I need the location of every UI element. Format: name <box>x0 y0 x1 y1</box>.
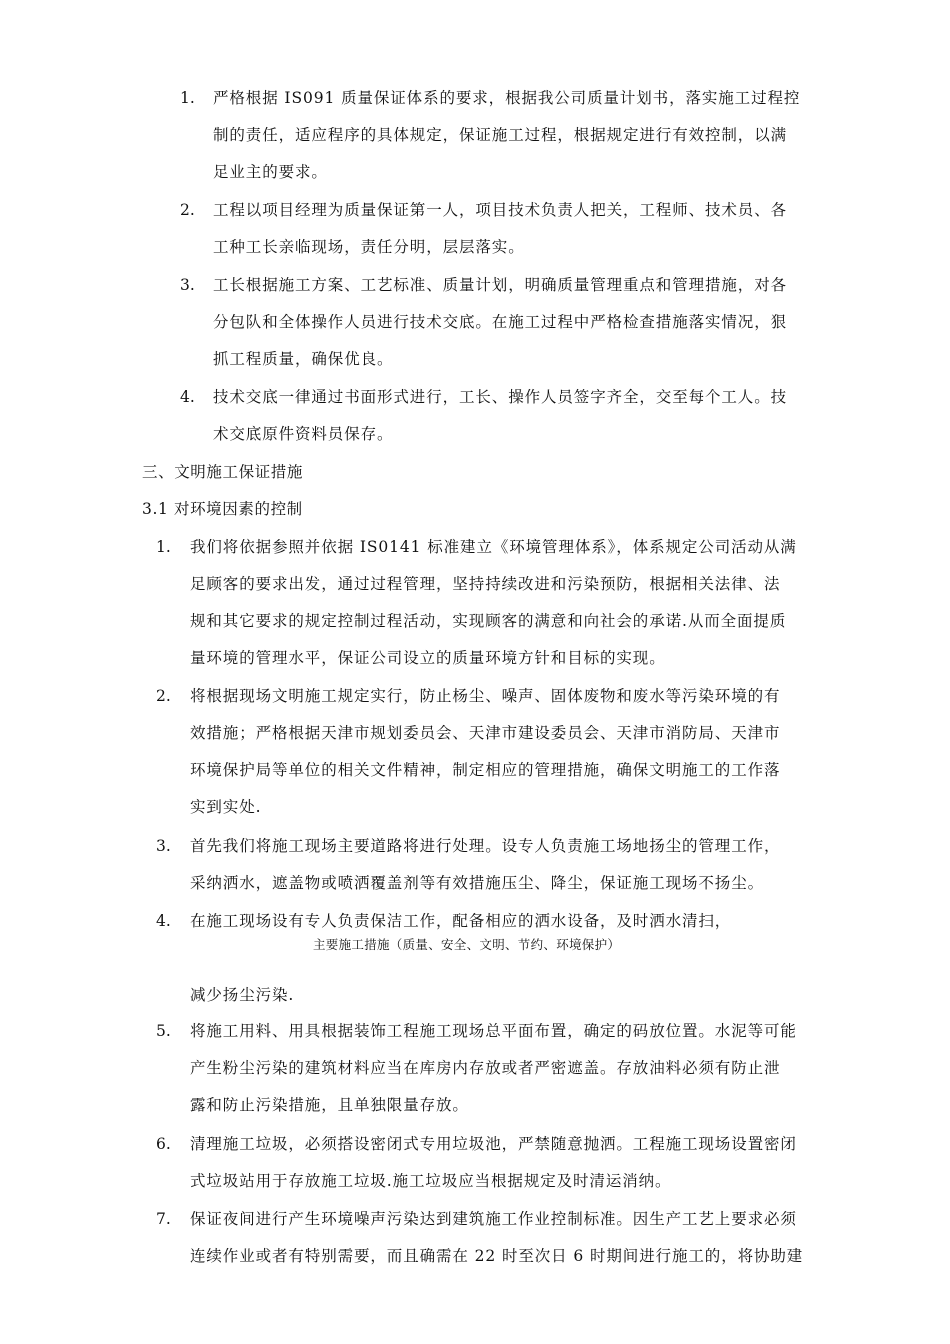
list-item-line: 采纳洒水，遮盖物或喷洒覆盖剂等有效措施压尘、降尘，保证施工现场不扬尘。 <box>190 874 765 892</box>
list-item-number: 3. <box>156 837 171 855</box>
list-item-line: 首先我们将施工现场主要道路将进行处理。设专人负责施工场地扬尘的管理工作， <box>190 837 781 855</box>
continuation-line: 减少扬尘污染. <box>190 986 295 1004</box>
list-item-line: 将施工用料、用具根据装饰工程施工现场总平面布置，确定的码放位置。水泥等可能 <box>190 1022 797 1040</box>
list-item-number: 2. <box>180 201 195 219</box>
list-item-number: 7. <box>156 1210 171 1228</box>
list-item-line: 清理施工垃圾，必须搭设密闭式专用垃圾池，严禁随意抛洒。工程施工现场设置密闭 <box>190 1135 797 1153</box>
list-item-number: 4. <box>180 388 195 406</box>
list-item-line: 量环境的管理水平，保证公司设立的质量环境方针和目标的实现。 <box>190 649 666 667</box>
list-item-number: 6. <box>156 1135 171 1153</box>
list-item-line: 制的责任，适应程序的具体规定，保证施工过程，根据规定进行有效控制，以满 <box>213 126 788 144</box>
list-item-line: 工种工长亲临现场，责任分明，层层落实。 <box>213 238 525 256</box>
list-item-line: 工长根据施工方案、工艺标准、质量计划，明确质量管理重点和管理措施，对各 <box>213 276 788 294</box>
section-title: 三、文明施工保证措施 <box>142 463 304 481</box>
list-item-number: 3. <box>180 276 195 294</box>
list-item-line: 分包队和全体操作人员进行技术交底。在施工过程中严格检查措施落实情况，狠 <box>213 313 788 331</box>
list-item-line: 抓工程质量，确保优良。 <box>213 350 394 368</box>
list-item-line: 实到实处. <box>190 798 262 816</box>
list-item-line: 严格根据 IS091 质量保证体系的要求，根据我公司质量计划书，落实施工过程控 <box>213 89 801 107</box>
list-item-line: 我们将依据参照并依据 IS0141 标准建立《环境管理体系》，体系规定公司活动从满 <box>190 538 797 556</box>
page-footer: 主要施工措施（质量、安全、文明、节约、环境保护） <box>313 937 621 952</box>
list-item-line: 在施工现场设有专人负责保洁工作，配备相应的洒水设备，及时洒水清扫， <box>190 912 732 930</box>
list-item-number: 5. <box>156 1022 171 1040</box>
list-item-line: 将根据现场文明施工规定实行，防止杨尘、噪声、固体废物和废水等污染环境的有 <box>190 687 781 705</box>
list-item-line: 足顾客的要求出发，通过过程管理，坚持持续改进和污染预防，根据相关法律、法 <box>190 575 781 593</box>
list-item-line: 规和其它要求的规定控制过程活动，实现顾客的满意和向社会的承诺.从而全面提质 <box>190 612 787 630</box>
list-item-line: 效措施；严格根据天津市规划委员会、天津市建设委员会、天津市消防局、天津市 <box>190 724 781 742</box>
list-item-line: 术交底原件资料员保存。 <box>213 425 394 443</box>
list-item-number: 4. <box>156 912 171 930</box>
list-item-line: 式垃圾站用于存放施工垃圾.施工垃圾应当根据规定及时清运消纳。 <box>190 1172 672 1190</box>
list-item-number: 2. <box>156 687 171 705</box>
subsection-title: 3.1 对环境因素的控制 <box>142 500 303 518</box>
list-item-line: 技术交底一律通过书面形式进行，工长、操作人员签字齐全，交至每个工人。技 <box>213 388 788 406</box>
list-item-line: 连续作业或者有特别需要，而且确需在 22 时至次日 6 时期间进行施工的，将协助建 <box>190 1247 804 1265</box>
list-item-line: 环境保护局等单位的相关文件精神，制定相应的管理措施，确保文明施工的工作落 <box>190 761 781 779</box>
list-item-line: 工程以项目经理为质量保证第一人，项目技术负责人把关，工程师、技术员、各 <box>213 201 788 219</box>
list-item-line: 产生粉尘污染的建筑材料应当在库房内存放或者严密遮盖。存放油料必须有防止泄 <box>190 1059 781 1077</box>
list-item-number: 1. <box>156 538 171 556</box>
list-item-line: 足业主的要求。 <box>213 163 328 181</box>
list-item-line: 露和防止污染措施，且单独限量存放。 <box>190 1096 469 1114</box>
list-item-number: 1. <box>180 89 195 107</box>
list-item-line: 保证夜间进行产生环境噪声污染达到建筑施工作业控制标准。因生产工艺上要求必须 <box>190 1210 797 1228</box>
